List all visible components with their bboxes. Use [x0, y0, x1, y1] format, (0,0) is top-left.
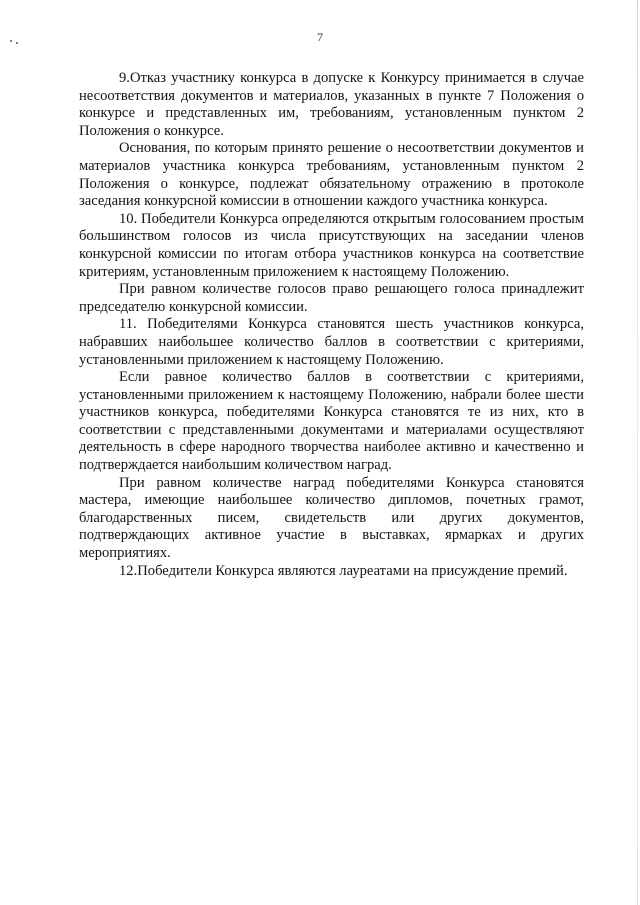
paragraph-11: 11. Победителями Конкурса становятся шесть участников конкурса, набравших наибольшее количество баллов в соответствии с критериями, установленными приложением к настоящему Положению. — [79, 316, 584, 368]
paragraph-10-tie: При равном количестве голосов право решающего голоса принадлежит председателю конкурсной комиссии. — [79, 281, 584, 315]
document-body — [79, 70, 584, 580]
paragraph-12: 12.Победители Конкурса являются лауреатами на присуждение премий. — [119, 562, 568, 579]
paragraph-9-grounds: Основания, по которым принято решение о несоответствии документов и материалов участника конкурса требованиям, установленным пунктом 2 Положения о конкурсе, подлежат обязательному отражению в протоколе заседания конкурсной комиссии в отношении каждого участника конкурса. — [79, 140, 584, 210]
paragraph-11-equal-points: Если равное количество баллов в соответствии с критериями, установленными приложением к настоящему Положению, набрали более шести участников конкурса, победителями Конкурса становятся те из них, кто в соответствии с представленными документами и материалами осуществляют деятельность в сфере народного творчества наиболее активно и качественно и подтверждается наибольшим количеством наград. — [79, 369, 584, 474]
paragraph-9: 9.Отказ участнику конкурса в допуске к Конкурсу принимается в случае несоответствия документов и материалов, указанных в пункте 7 Положения о конкурсе и представленных им, требованиям, установленным пунктом 2 Положения о конкурсе. — [79, 70, 584, 139]
paragraph-11-equal-awards: При равном количестве наград победителями Конкурса становятся мастера, имеющие наибольшее количество дипломов, почетных грамот, благодарственных писем, свидетельств или других документов, подтверждающих активное участие в выставках, ярмарках и других мероприятиях. — [79, 474, 584, 562]
page-number: 7 — [317, 30, 323, 44]
scan-edge — [637, 0, 638, 905]
paragraph-10: 10. Победители Конкурса определяются открытым голосованием простым большинством голосов из числа присутствующих на заседании членов конкурсной комиссии по итогам отбора участников конкурса на соответствие критериям, установленным приложением к настоящему Положению. — [79, 210, 584, 280]
